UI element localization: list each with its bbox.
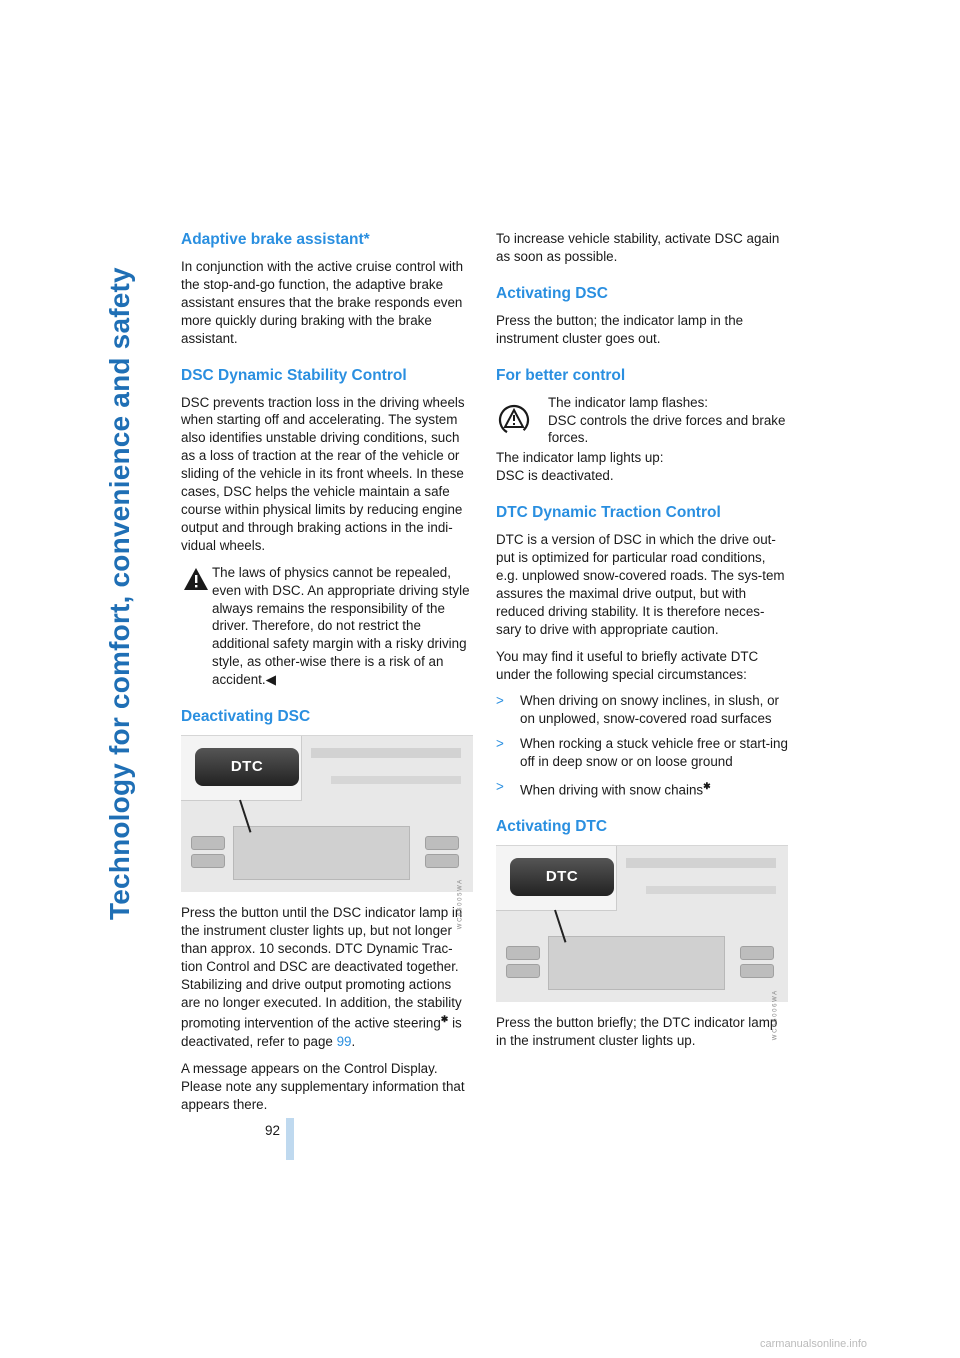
illus-slot (626, 858, 776, 868)
deactivate-text-a: Press the button until the DSC indicator lamp in the instrument cluster lights up, but not longer than approx. 10 seconds. DTC Dynamic Trac-tion Control and DSC are deactivated together. Stabilizing and drive output promoting actions are no longer executed. In addition, the stability promoting intervention of the active steering (181, 905, 463, 1031)
dtc-useful-paragraph: You may find it useful to briefly activate DTC under the following special circumstances: (496, 648, 759, 682)
heading-better-control: For better control (496, 366, 626, 384)
heading-activating-dtc: Activating DTC (496, 818, 608, 836)
left-column (181, 230, 474, 1122)
indicator-lamp-note (496, 394, 789, 448)
illus-knob (506, 946, 540, 960)
illus-code: W C 6 6 0 0 6 W A (772, 990, 779, 1040)
deactivate-text-b: is deactivated, refer to page (181, 1015, 462, 1049)
list-item (496, 778, 789, 799)
aba-paragraph: In conjunction with the active cruise control with the stop-and-go function, the adaptive brake assistant ensures that the brake responds even more quickly during braking with the brake assistant. (181, 259, 464, 346)
illus-knob (740, 964, 774, 978)
heading-deactivating-dsc: Deactivating DSC (181, 708, 311, 726)
activating-dsc-paragraph: Press the button; the indicator lamp in the instrument cluster goes out. (496, 312, 744, 346)
illus-slot (311, 748, 461, 758)
page-ref-link[interactable]: 99 (336, 1033, 352, 1049)
heading-adaptive-brake-assistant: Adaptive brake assistant* (181, 231, 370, 248)
watermark: carmanualsonline.info (760, 1338, 868, 1350)
dtc-paragraph: DTC is a version of DSC in which the drive out-put is optimized for particular road conditions, e.g. unplowed snow-covered roads. The sys-tem assures the maximal drive output, but with reduced driving stability. It is therefore neces-sary to drive with appropriate caution. (496, 532, 785, 637)
illus-knob (191, 836, 225, 850)
list-item-text: When driving on snowy inclines, in slush, or on unplowed, snow-covered road surfaces (520, 693, 780, 727)
heading-dsc: DSC Dynamic Stability Control (181, 366, 407, 384)
list-item-text: When driving with snow chains (520, 782, 704, 798)
activating-dtc-paragraph: Press the button briefly; the DTC indicator lamp in the instrument cluster lights up. (496, 1015, 778, 1049)
list-marker: > (496, 736, 504, 752)
illus-knob (425, 836, 459, 850)
dtc-button-callout: DTC (195, 748, 299, 786)
list-item-text: When rocking a stuck vehicle free or start-ing off in deep snow or on loose ground (520, 736, 788, 770)
page-margin-bar (286, 1118, 294, 1160)
asterisk-mark: ✱ (440, 1014, 449, 1025)
list-item (496, 735, 789, 771)
deactivate-text-c: . (351, 1033, 356, 1049)
dsc-paragraph: DSC prevents traction loss in the driving wheels when starting off and accelerating. The system also identifies unstable driving conditions, such as a loss of traction at the rear of the vehicle or sliding of the vehicle in its front wheels. In these cases, DSC helps the vehicle maintain a safe course within physical limits by reducing engine output and through braking actions in the indi-vidual wheels. (181, 394, 465, 553)
list-item (496, 692, 789, 728)
dsc-indicator-lamp-icon (496, 402, 532, 438)
deactivate-dsc-illustration (181, 735, 473, 930)
right-column (496, 230, 789, 1059)
illus-code: W C 6 6 0 0 5 W A (457, 880, 464, 930)
page-number: 92 (265, 1123, 281, 1138)
illus-knob (191, 854, 225, 868)
lamp-flash-text-b: DSC controls the drive forces and brake forces. (548, 412, 786, 446)
illus-slot (646, 886, 776, 894)
reactivate-paragraph: To increase vehicle stability, activate DSC again as soon as possible. (496, 231, 780, 264)
heading-dtc: DTC Dynamic Traction Control (496, 504, 721, 522)
illus-knob (506, 964, 540, 978)
illus-display-panel (233, 826, 410, 880)
list-marker: > (496, 693, 504, 709)
lamp-lights-text-b: DSC is deactivated. (496, 468, 614, 484)
dtc-circumstances-list (496, 692, 789, 799)
deactivate-paragraph (181, 904, 474, 1051)
side-chapter-title: Technology for comfort, convenience and safety (104, 267, 135, 920)
message-paragraph: A message appears on the Control Display. Please note any supplementary information that appears there. (181, 1060, 465, 1112)
warning-triangle-icon (183, 566, 209, 592)
list-marker: > (496, 779, 504, 795)
illus-slot (331, 776, 461, 784)
illus-knob (425, 854, 459, 868)
dtc-button-callout: DTC (510, 858, 614, 896)
heading-activating-dsc: Activating DSC (496, 284, 608, 302)
illus-knob (740, 946, 774, 960)
illus-display-panel (548, 936, 725, 990)
lamp-lights-text-a: The indicator lamp lights up: (496, 450, 664, 466)
lamp-flash-text-a: The indicator lamp flashes: (548, 394, 709, 410)
asterisk-mark: ✱ (703, 781, 711, 792)
warning-text: The laws of physics cannot be repealed, even with DSC. An appropriate driving style always remains the responsibility of the driver. Therefore, do not restrict the additional safety margin with a risky driving style, as other-wise there is a risk of an accident.◀ (212, 564, 470, 688)
warning-note (181, 564, 474, 689)
